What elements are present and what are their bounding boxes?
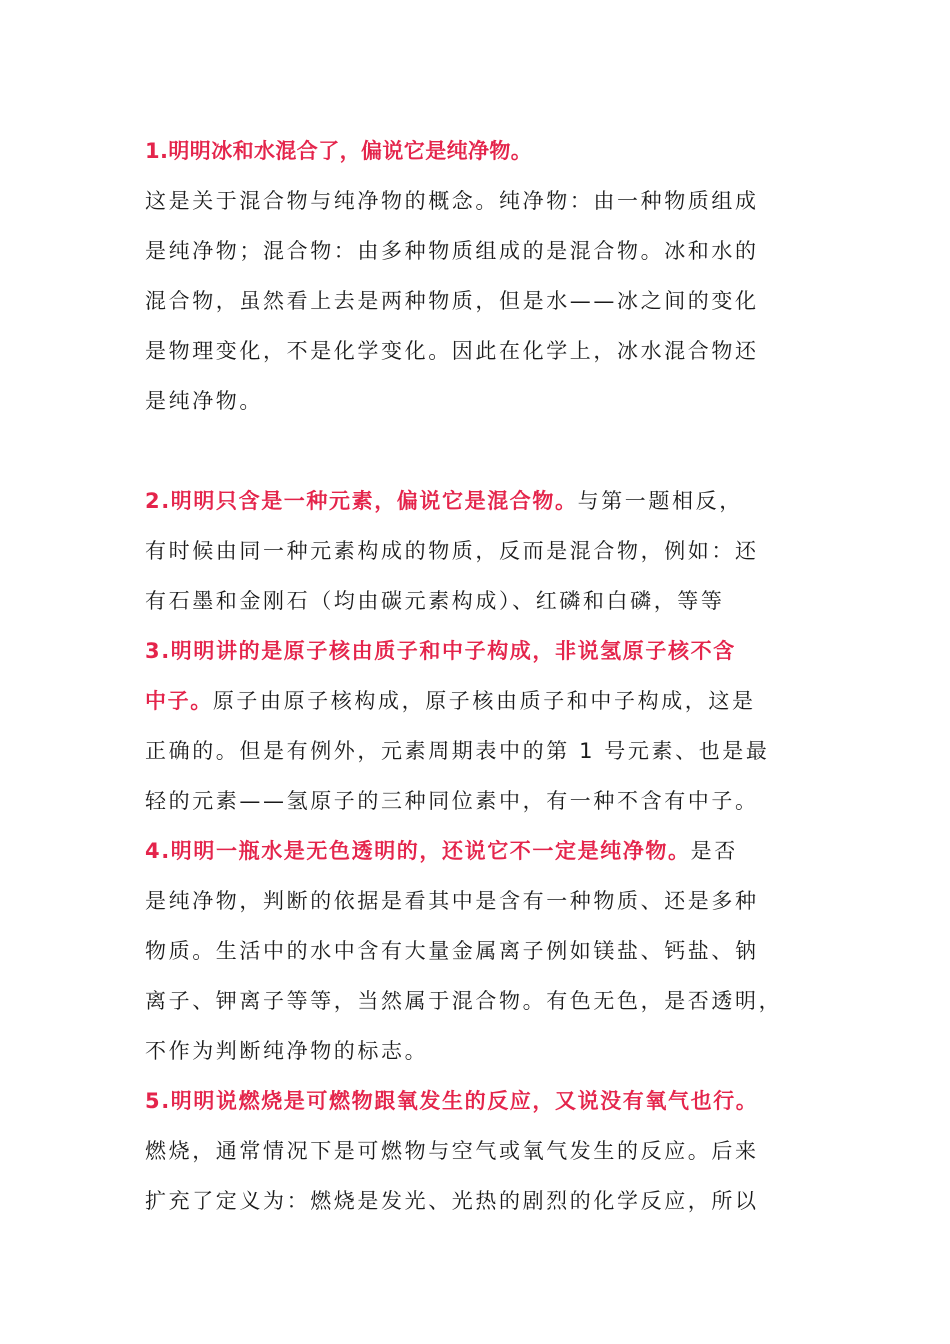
section-3-heading-line (145, 626, 835, 676)
paragraph-line: 这是关于混合物与纯净物的概念。纯净物：由一种物质组成 (145, 189, 759, 213)
paragraph-line: 是纯净物。 (145, 389, 263, 413)
section-1-heading: 1.明明冰和水混合了，偏说它是纯净物。 (145, 139, 533, 163)
paragraph-line: 是纯净物，判断的依据是看其中是含有一种物质、还是多种 (145, 889, 759, 913)
section-4-heading: 4.明明一瓶水是无色透明的，还说它不一定是纯净物。 (145, 839, 691, 863)
section-3-heading: 3.明明讲的是原子核由质子和中子构成，非说氢原子核不含 (145, 639, 736, 663)
section-3-heading-cont: 中子。 (145, 689, 213, 713)
section-spacer (145, 426, 835, 476)
section-2-heading: 2.明明只含是一种元素，偏说它是混合物。 (145, 489, 578, 513)
paragraph-line: 物质。生活中的水中含有大量金属离子例如镁盐、钙盐、钠 (145, 939, 759, 963)
section-3-heading-line-2 (145, 676, 835, 726)
paragraph-line: 不作为判断纯净物的标志。 (145, 1039, 429, 1063)
document-body (145, 126, 835, 1226)
section-3-heading-tail: 原子由原子核构成，原子核由质子和中子构成，这是 (212, 689, 756, 713)
section-4-heading-tail: 是否 (690, 839, 738, 863)
paragraph-line: 轻的元素——氢原子的三种同位素中，有一种不含有中子。 (145, 789, 759, 813)
paragraph-line: 正确的。但是有例外，元素周期表中的第 1 号元素、也是最 (145, 739, 770, 763)
section-2-heading-tail: 与第一题相反， (577, 489, 743, 513)
paragraph-line: 离子、钾离子等等，当然属于混合物。有色无色，是否透明， (145, 989, 783, 1013)
paragraph-line: 扩充了定义为：燃烧是发光、光热的剧烈的化学反应，所以 (145, 1189, 759, 1213)
paragraph-line: 是纯净物；混合物：由多种物质组成的是混合物。冰和水的 (145, 239, 759, 263)
paragraph-line: 有石墨和金刚石（均由碳元素构成）、红磷和白磷，等等 (145, 589, 725, 613)
paragraph-line: 燃烧，通常情况下是可燃物与空气或氧气发生的反应。后来 (145, 1139, 759, 1163)
section-5-heading-line (145, 1076, 835, 1126)
paragraph-line: 混合物，虽然看上去是两种物质，但是水——冰之间的变化 (145, 289, 759, 313)
section-5-heading: 5.明明说燃烧是可燃物跟氧发生的反应，又说没有氧气也行。 (145, 1089, 759, 1113)
paragraph-line: 有时候由同一种元素构成的物质，反而是混合物，例如：还 (145, 539, 759, 563)
section-1-heading-line (145, 126, 835, 176)
section-4-heading-line (145, 826, 835, 876)
section-2-heading-line (145, 476, 835, 526)
paragraph-line: 是物理变化，不是化学变化。因此在化学上，冰水混合物还 (145, 339, 759, 363)
